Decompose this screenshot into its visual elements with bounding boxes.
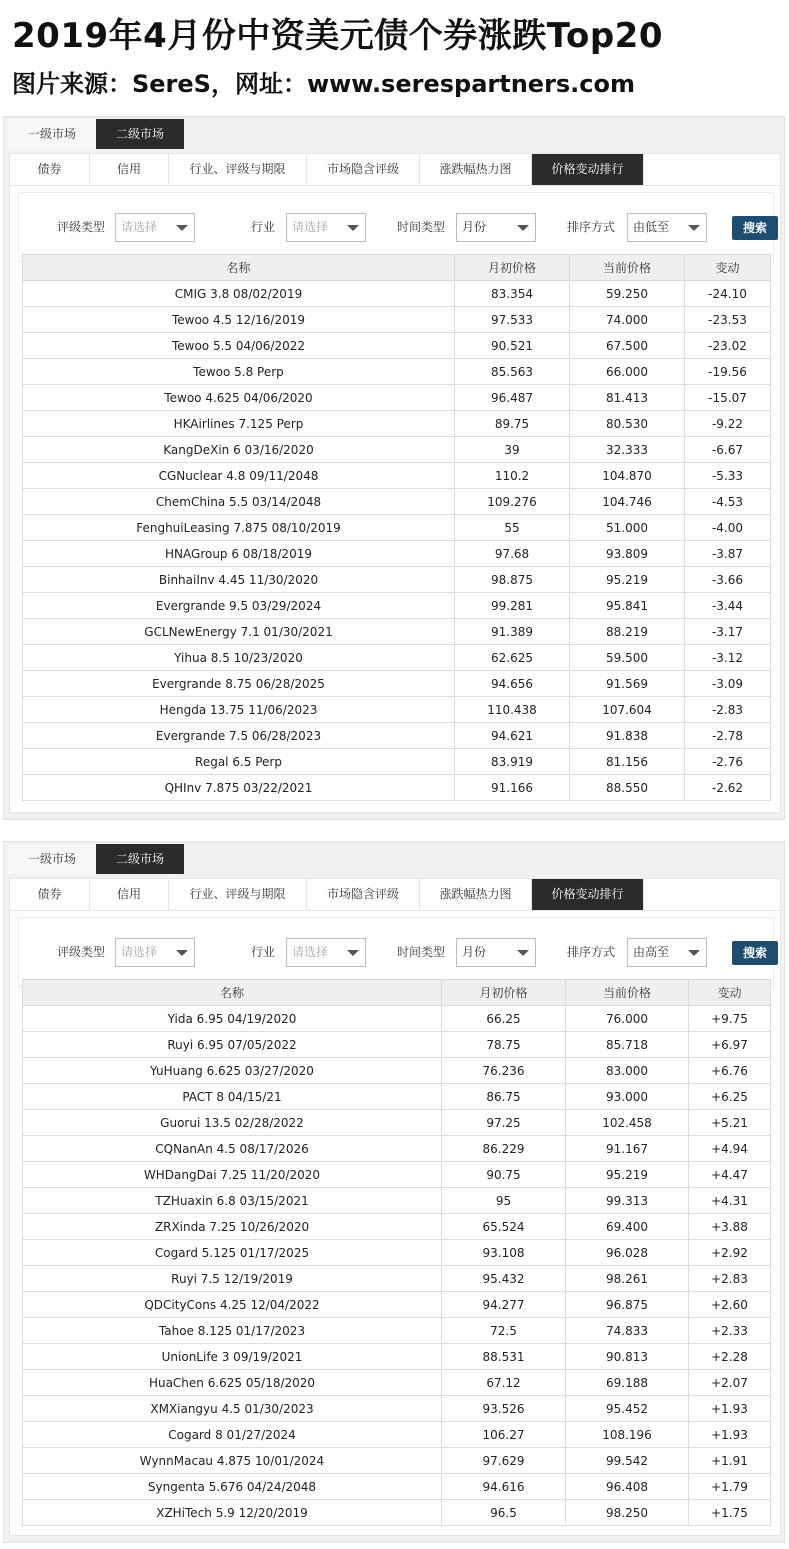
current-price-cell: 67.500 — [570, 333, 685, 359]
sort-order-label: 排序方式 — [567, 945, 616, 959]
sort-order-label: 排序方式 — [567, 220, 616, 234]
open-price-cell: 83.354 — [455, 281, 570, 307]
bond-name-cell: WHDangDai 7.25 11/20/2020 — [23, 1162, 442, 1188]
open-price-cell: 86.229 — [442, 1136, 566, 1162]
bond-name-cell: Cogard 8 01/27/2024 — [23, 1422, 442, 1448]
change-cell: -3.87 — [685, 541, 771, 567]
column-header-name[interactable]: 名称 — [23, 980, 442, 1006]
table-row[interactable] — [23, 1396, 771, 1422]
current-price-cell: 95.452 — [566, 1396, 689, 1422]
bond-name-cell: QHInv 7.875 03/22/2021 — [23, 775, 455, 801]
change-cell: +1.91 — [689, 1448, 771, 1474]
bond-name-cell: Yihua 8.5 10/23/2020 — [23, 645, 455, 671]
open-price-cell: 67.12 — [442, 1370, 566, 1396]
change-cell: +4.31 — [689, 1188, 771, 1214]
change-cell: -3.17 — [685, 619, 771, 645]
current-price-cell: 69.400 — [566, 1214, 689, 1240]
chevron-down-icon — [176, 950, 188, 956]
current-price-cell: 32.333 — [570, 437, 685, 463]
open-price-cell: 94.277 — [442, 1292, 566, 1318]
current-price-cell: 93.809 — [570, 541, 685, 567]
current-price-cell: 98.250 — [566, 1500, 689, 1526]
change-cell: -4.00 — [685, 515, 771, 541]
change-cell: -3.12 — [685, 645, 771, 671]
current-price-cell: 81.413 — [570, 385, 685, 411]
table-row[interactable] — [23, 1136, 771, 1162]
open-price-cell: 39 — [455, 437, 570, 463]
table-row[interactable] — [23, 1006, 771, 1032]
current-price-cell: 99.542 — [566, 1448, 689, 1474]
column-header-change[interactable]: 变动 — [685, 255, 771, 281]
change-cell: -5.33 — [685, 463, 771, 489]
change-cell: -2.76 — [685, 749, 771, 775]
table-row[interactable] — [23, 645, 771, 671]
table-row[interactable] — [23, 1266, 771, 1292]
current-price-cell: 85.718 — [566, 1032, 689, 1058]
rating-type-select[interactable] — [115, 213, 195, 242]
current-price-cell: 95.841 — [570, 593, 685, 619]
current-price-cell: 66.000 — [570, 359, 685, 385]
open-price-cell: 85.563 — [455, 359, 570, 385]
current-price-cell: 83.000 — [566, 1058, 689, 1084]
bond-name-cell: BinhaiInv 4.45 11/30/2020 — [23, 567, 455, 593]
table-row[interactable] — [23, 1084, 771, 1110]
bond-name-cell: Evergrande 9.5 03/29/2024 — [23, 593, 455, 619]
search-button[interactable]: 搜索 — [732, 216, 778, 240]
table-row[interactable] — [23, 749, 771, 775]
current-price-cell: 96.408 — [566, 1474, 689, 1500]
table-row[interactable] — [23, 541, 771, 567]
current-price-cell: 104.870 — [570, 463, 685, 489]
sort-order-select[interactable] — [627, 938, 707, 967]
open-price-cell: 96.487 — [455, 385, 570, 411]
search-button[interactable]: 搜索 — [732, 941, 778, 965]
table-row[interactable] — [23, 567, 771, 593]
change-cell: +1.93 — [689, 1422, 771, 1448]
change-cell: -24.10 — [685, 281, 771, 307]
current-price-cell: 91.167 — [566, 1136, 689, 1162]
open-price-cell: 99.281 — [455, 593, 570, 619]
table-row[interactable] — [23, 1344, 771, 1370]
current-price-cell: 69.188 — [566, 1370, 689, 1396]
current-price-cell: 99.313 — [566, 1188, 689, 1214]
open-price-cell: 91.166 — [455, 775, 570, 801]
bond-name-cell: Ruyi 7.5 12/19/2019 — [23, 1266, 442, 1292]
column-header-name[interactable]: 名称 — [23, 255, 455, 281]
open-price-cell: 66.25 — [442, 1006, 566, 1032]
change-cell: -9.22 — [685, 411, 771, 437]
change-cell: +2.60 — [689, 1292, 771, 1318]
tab-price-change-ranking[interactable]: 价格变动排行 — [532, 154, 644, 185]
open-price-cell: 97.629 — [442, 1448, 566, 1474]
current-price-cell: 76.000 — [566, 1006, 689, 1032]
ranking-panel-rising — [3, 841, 785, 1543]
time-type-select[interactable] — [456, 938, 536, 967]
ranking-panel-falling — [3, 116, 785, 820]
table-header-row — [23, 980, 771, 1006]
open-price-cell: 94.621 — [455, 723, 570, 749]
bond-name-cell: Evergrande 8.75 06/28/2025 — [23, 671, 455, 697]
change-cell: +1.93 — [689, 1396, 771, 1422]
table-row[interactable] — [23, 1292, 771, 1318]
open-price-cell: 95 — [442, 1188, 566, 1214]
table-row[interactable] — [23, 1448, 771, 1474]
table-row[interactable] — [23, 411, 771, 437]
current-price-cell: 88.550 — [570, 775, 685, 801]
open-price-cell: 91.389 — [455, 619, 570, 645]
table-row[interactable] — [23, 1318, 771, 1344]
open-price-cell: 106.27 — [442, 1422, 566, 1448]
change-cell: +6.25 — [689, 1084, 771, 1110]
current-price-cell: 107.604 — [570, 697, 685, 723]
open-price-cell: 88.531 — [442, 1344, 566, 1370]
sort-order-value: 由高至 — [633, 945, 670, 959]
change-cell: +2.07 — [689, 1370, 771, 1396]
current-price-cell: 91.838 — [570, 723, 685, 749]
table-header-row — [23, 255, 771, 281]
current-price-cell: 95.219 — [570, 567, 685, 593]
column-header-current-price[interactable]: 当前价格 — [570, 255, 685, 281]
open-price-cell: 98.875 — [455, 567, 570, 593]
open-price-cell: 94.656 — [455, 671, 570, 697]
table-row[interactable] — [23, 619, 771, 645]
open-price-cell: 89.75 — [455, 411, 570, 437]
table-row[interactable] — [23, 1058, 771, 1084]
current-price-cell: 96.875 — [566, 1292, 689, 1318]
table-row[interactable] — [23, 1032, 771, 1058]
open-price-cell: 109.276 — [455, 489, 570, 515]
current-price-cell: 59.250 — [570, 281, 685, 307]
change-cell: +1.75 — [689, 1500, 771, 1526]
tab-credit[interactable]: 信用 — [90, 154, 169, 185]
bond-name-cell: Tewoo 4.5 12/16/2019 — [23, 307, 455, 333]
bond-name-cell: HuaChen 6.625 05/18/2020 — [23, 1370, 442, 1396]
price-change-table — [22, 254, 771, 801]
bond-name-cell: WynnMacau 4.875 10/01/2024 — [23, 1448, 442, 1474]
change-cell: -2.62 — [685, 775, 771, 801]
bond-name-cell: ChemChina 5.5 03/14/2048 — [23, 489, 455, 515]
chevron-down-icon — [517, 950, 529, 956]
rating-type-placeholder: 请选择 — [121, 220, 158, 234]
column-header-open-price[interactable]: 月初价格 — [455, 255, 570, 281]
change-cell: -4.53 — [685, 489, 771, 515]
bond-name-cell: XZHiTech 5.9 12/20/2019 — [23, 1500, 442, 1526]
table-row[interactable] — [23, 1474, 771, 1500]
rating-type-placeholder: 请选择 — [121, 945, 158, 959]
change-cell: +2.83 — [689, 1266, 771, 1292]
bond-name-cell: QDCityCons 4.25 12/04/2022 — [23, 1292, 442, 1318]
change-cell: +2.28 — [689, 1344, 771, 1370]
change-cell: +1.79 — [689, 1474, 771, 1500]
open-price-cell: 65.524 — [442, 1214, 566, 1240]
open-price-cell: 83.919 — [455, 749, 570, 775]
market-tabs — [8, 844, 184, 874]
change-cell: +6.97 — [689, 1032, 771, 1058]
chevron-down-icon — [347, 950, 359, 956]
bond-name-cell: FenghuiLeasing 7.875 08/10/2019 — [23, 515, 455, 541]
chevron-down-icon — [517, 225, 529, 231]
bond-name-cell: Guorui 13.5 02/28/2022 — [23, 1110, 442, 1136]
industry-select[interactable] — [286, 938, 366, 967]
bond-name-cell: HNAGroup 6 08/18/2019 — [23, 541, 455, 567]
bond-name-cell: YuHuang 6.625 03/27/2020 — [23, 1058, 442, 1084]
current-price-cell: 88.219 — [570, 619, 685, 645]
table-row[interactable] — [23, 307, 771, 333]
sort-order-select[interactable] — [627, 213, 707, 242]
open-price-cell: 90.521 — [455, 333, 570, 359]
tab-price-change-ranking[interactable]: 价格变动排行 — [532, 879, 644, 910]
rating-type-label: 评级类型 — [57, 945, 106, 959]
table-row[interactable] — [23, 489, 771, 515]
table-body — [23, 281, 771, 801]
change-cell: +3.88 — [689, 1214, 771, 1240]
bond-name-cell: Regal 6.5 Perp — [23, 749, 455, 775]
filter-bar — [18, 192, 774, 262]
change-cell: -3.09 — [685, 671, 771, 697]
time-type-select[interactable] — [456, 213, 536, 242]
tab-implied-rating[interactable]: 市场隐含评级 — [307, 879, 420, 910]
tab-bonds[interactable]: 债券 — [10, 879, 90, 910]
tab-secondary-market[interactable]: 二级市场 — [96, 119, 184, 149]
table-row[interactable] — [23, 1162, 771, 1188]
current-price-cell: 59.500 — [570, 645, 685, 671]
bond-name-cell: Evergrande 7.5 06/28/2023 — [23, 723, 455, 749]
industry-placeholder: 请选择 — [292, 220, 329, 234]
tab-implied-rating[interactable]: 市场隐含评级 — [307, 154, 420, 185]
bond-name-cell: KangDeXin 6 03/16/2020 — [23, 437, 455, 463]
sub-tabs — [10, 879, 780, 911]
table-row[interactable] — [23, 463, 771, 489]
current-price-cell: 104.746 — [570, 489, 685, 515]
bond-name-cell: Tahoe 8.125 01/17/2023 — [23, 1318, 442, 1344]
current-price-cell: 108.196 — [566, 1422, 689, 1448]
table-row[interactable] — [23, 1422, 771, 1448]
bond-name-cell: CGNuclear 4.8 09/11/2048 — [23, 463, 455, 489]
open-price-cell: 76.236 — [442, 1058, 566, 1084]
bond-name-cell: ZRXinda 7.25 10/26/2020 — [23, 1214, 442, 1240]
time-type-value: 月份 — [462, 945, 487, 959]
panel-content — [9, 878, 781, 1536]
column-header-change[interactable]: 变动 — [689, 980, 771, 1006]
change-cell: +5.21 — [689, 1110, 771, 1136]
bond-name-cell: Cogard 5.125 01/17/2025 — [23, 1240, 442, 1266]
table-row[interactable] — [23, 1214, 771, 1240]
change-cell: -19.56 — [685, 359, 771, 385]
change-cell: +2.33 — [689, 1318, 771, 1344]
chevron-down-icon — [688, 225, 700, 231]
table-row[interactable] — [23, 333, 771, 359]
change-cell: -2.83 — [685, 697, 771, 723]
tab-primary-market[interactable]: 一级市场 — [8, 844, 96, 874]
change-cell: +4.47 — [689, 1162, 771, 1188]
open-price-cell: 110.438 — [455, 697, 570, 723]
current-price-cell: 98.261 — [566, 1266, 689, 1292]
table-row[interactable] — [23, 437, 771, 463]
table-body — [23, 1006, 771, 1526]
bond-name-cell: Tewoo 4.625 04/06/2020 — [23, 385, 455, 411]
change-cell: -3.44 — [685, 593, 771, 619]
open-price-cell: 90.75 — [442, 1162, 566, 1188]
sort-order-value: 由低至 — [633, 220, 670, 234]
open-price-cell: 97.68 — [455, 541, 570, 567]
bond-name-cell: Tewoo 5.8 Perp — [23, 359, 455, 385]
industry-label: 行业 — [251, 945, 276, 959]
chevron-down-icon — [688, 950, 700, 956]
table-row[interactable] — [23, 1370, 771, 1396]
industry-placeholder: 请选择 — [292, 945, 329, 959]
tab-heatmap[interactable]: 涨跌幅热力图 — [420, 154, 532, 185]
table-row[interactable] — [23, 359, 771, 385]
open-price-cell: 78.75 — [442, 1032, 566, 1058]
open-price-cell: 93.526 — [442, 1396, 566, 1422]
rating-type-label: 评级类型 — [57, 220, 106, 234]
change-cell: +6.76 — [689, 1058, 771, 1084]
change-cell: -3.66 — [685, 567, 771, 593]
table-row[interactable] — [23, 385, 771, 411]
rating-type-select[interactable] — [115, 938, 195, 967]
change-cell: -23.53 — [685, 307, 771, 333]
bond-name-cell: CMIG 3.8 08/02/2019 — [23, 281, 455, 307]
bond-name-cell: Syngenta 5.676 04/24/2048 — [23, 1474, 442, 1500]
current-price-cell: 96.028 — [566, 1240, 689, 1266]
open-price-cell: 62.625 — [455, 645, 570, 671]
open-price-cell: 55 — [455, 515, 570, 541]
current-price-cell: 90.813 — [566, 1344, 689, 1370]
open-price-cell: 97.533 — [455, 307, 570, 333]
open-price-cell: 72.5 — [442, 1318, 566, 1344]
tab-secondary-market[interactable]: 二级市场 — [96, 844, 184, 874]
table-row[interactable] — [23, 281, 771, 307]
filter-bar — [18, 917, 774, 987]
table-row[interactable] — [23, 515, 771, 541]
change-cell: -2.78 — [685, 723, 771, 749]
open-price-cell: 94.616 — [442, 1474, 566, 1500]
current-price-cell: 91.569 — [570, 671, 685, 697]
tab-bonds[interactable]: 债券 — [10, 154, 90, 185]
current-price-cell: 81.156 — [570, 749, 685, 775]
open-price-cell: 110.2 — [455, 463, 570, 489]
current-price-cell: 74.000 — [570, 307, 685, 333]
panel-content — [9, 153, 781, 813]
open-price-cell: 97.25 — [442, 1110, 566, 1136]
tab-industry-rating-term[interactable]: 行业、评级与期限 — [169, 154, 307, 185]
bond-name-cell: Yida 6.95 04/19/2020 — [23, 1006, 442, 1032]
bond-name-cell: Tewoo 5.5 04/06/2022 — [23, 333, 455, 359]
chevron-down-icon — [347, 225, 359, 231]
table-row[interactable] — [23, 775, 771, 801]
change-cell: -23.02 — [685, 333, 771, 359]
tab-primary-market[interactable]: 一级市场 — [8, 119, 96, 149]
column-header-current-price[interactable]: 当前价格 — [566, 980, 689, 1006]
chevron-down-icon — [176, 225, 188, 231]
open-price-cell: 86.75 — [442, 1084, 566, 1110]
table-row[interactable] — [23, 1500, 771, 1526]
change-cell: +9.75 — [689, 1006, 771, 1032]
table-row[interactable] — [23, 1188, 771, 1214]
price-change-table — [22, 979, 771, 1526]
column-header-open-price[interactable]: 月初价格 — [442, 980, 566, 1006]
bond-name-cell: HKAirlines 7.125 Perp — [23, 411, 455, 437]
current-price-cell: 95.219 — [566, 1162, 689, 1188]
page-title: 2019年4月份中资美元债个券涨跌Top20 — [12, 16, 663, 56]
change-cell: +2.92 — [689, 1240, 771, 1266]
table-row[interactable] — [23, 1110, 771, 1136]
time-type-label: 时间类型 — [397, 945, 446, 959]
bond-name-cell: UnionLife 3 09/19/2021 — [23, 1344, 442, 1370]
bond-name-cell: PACT 8 04/15/21 — [23, 1084, 442, 1110]
bond-name-cell: CQNanAn 4.5 08/17/2026 — [23, 1136, 442, 1162]
industry-label: 行业 — [251, 220, 276, 234]
current-price-cell: 80.530 — [570, 411, 685, 437]
sub-tabs — [10, 154, 780, 186]
industry-select[interactable] — [286, 213, 366, 242]
table-row[interactable] — [23, 593, 771, 619]
current-price-cell: 102.458 — [566, 1110, 689, 1136]
time-type-label: 时间类型 — [397, 220, 446, 234]
table-row[interactable] — [23, 1240, 771, 1266]
image-source-caption: 图片来源：SereS，网址：www.serespartners.com — [12, 70, 636, 98]
table-row[interactable] — [23, 671, 771, 697]
change-cell: -15.07 — [685, 385, 771, 411]
tab-industry-rating-term[interactable]: 行业、评级与期限 — [169, 879, 307, 910]
tab-heatmap[interactable]: 涨跌幅热力图 — [420, 879, 532, 910]
current-price-cell: 51.000 — [570, 515, 685, 541]
bond-name-cell: Ruyi 6.95 07/05/2022 — [23, 1032, 442, 1058]
bond-name-cell: GCLNewEnergy 7.1 01/30/2021 — [23, 619, 455, 645]
open-price-cell: 95.432 — [442, 1266, 566, 1292]
current-price-cell: 93.000 — [566, 1084, 689, 1110]
time-type-value: 月份 — [462, 220, 487, 234]
open-price-cell: 96.5 — [442, 1500, 566, 1526]
market-tabs — [8, 119, 184, 149]
bond-name-cell: XMXiangyu 4.5 01/30/2023 — [23, 1396, 442, 1422]
open-price-cell: 93.108 — [442, 1240, 566, 1266]
table-row[interactable] — [23, 723, 771, 749]
tab-credit[interactable]: 信用 — [90, 879, 169, 910]
table-row[interactable] — [23, 697, 771, 723]
bond-name-cell: TZHuaxin 6.8 03/15/2021 — [23, 1188, 442, 1214]
current-price-cell: 74.833 — [566, 1318, 689, 1344]
change-cell: +4.94 — [689, 1136, 771, 1162]
change-cell: -6.67 — [685, 437, 771, 463]
bond-name-cell: Hengda 13.75 11/06/2023 — [23, 697, 455, 723]
